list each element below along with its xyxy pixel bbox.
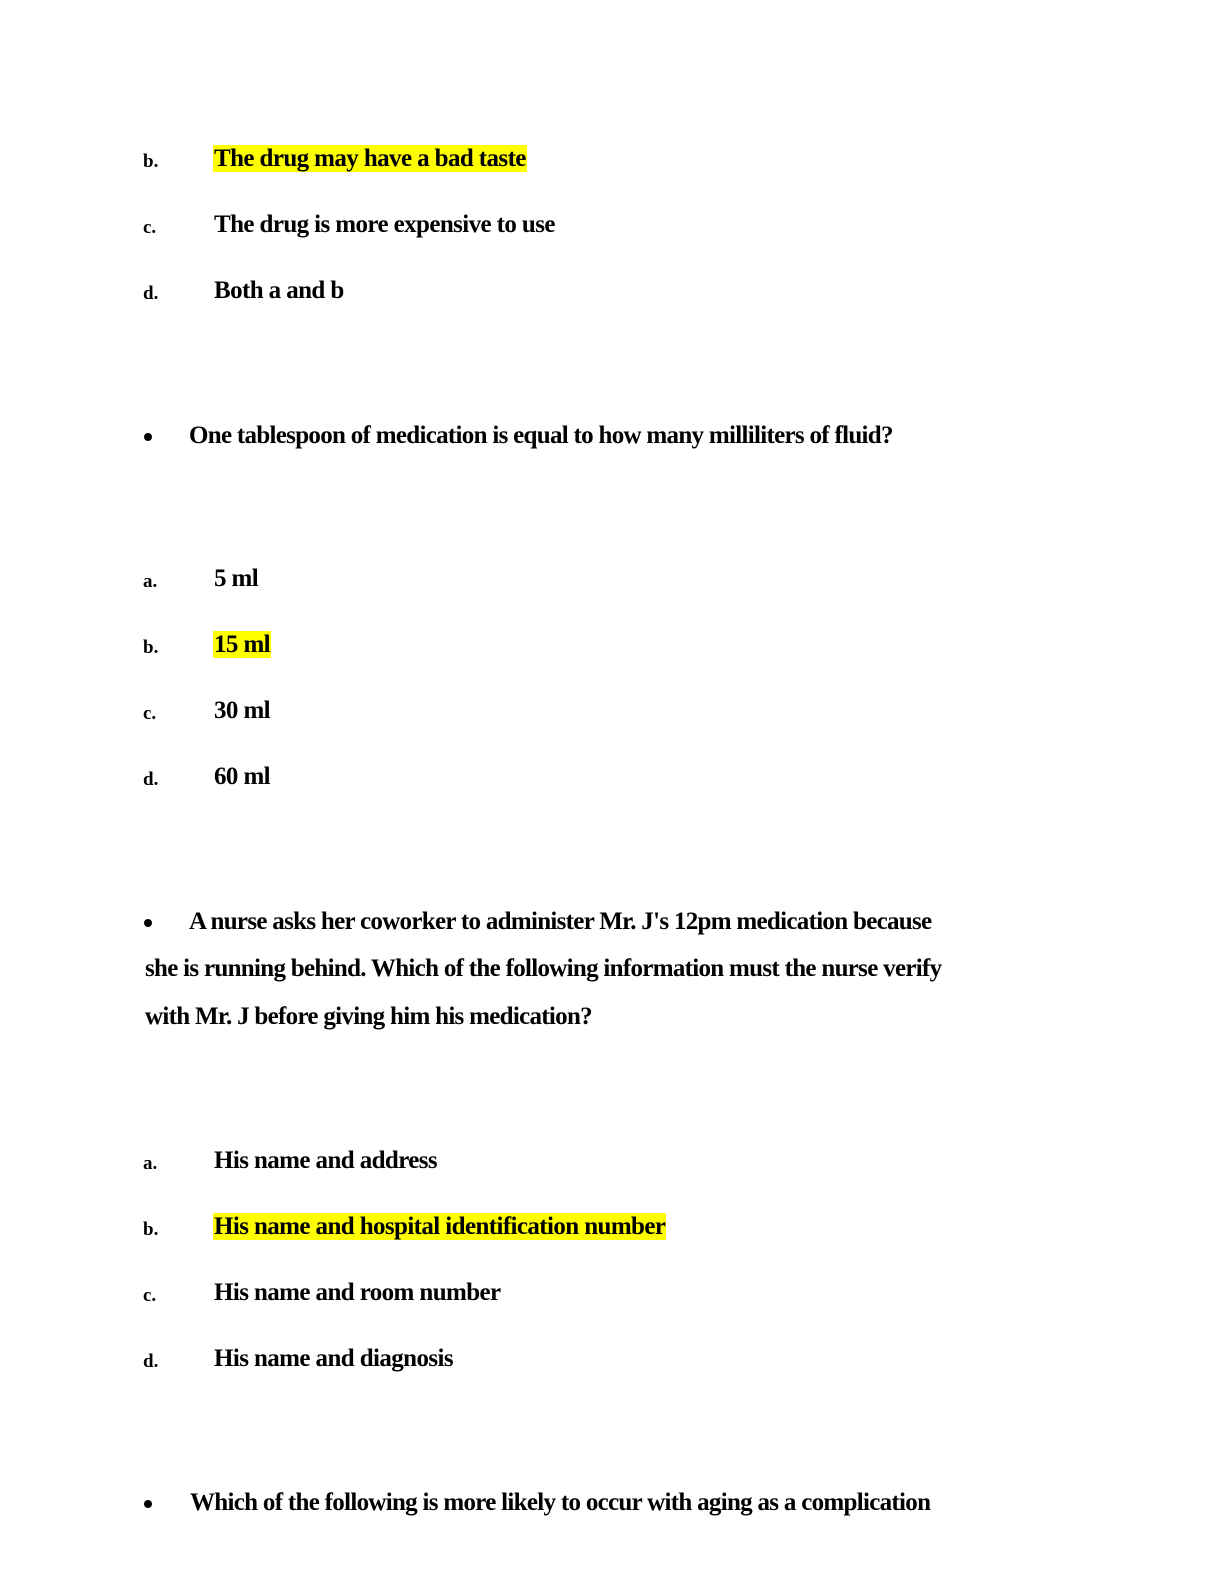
- question-text-line-3: with Mr. J before giving him his medication?: [145, 1003, 592, 1030]
- option-text: 30 ml: [214, 697, 271, 724]
- option-letter: c.: [143, 1285, 157, 1306]
- option-letter: b.: [143, 637, 159, 658]
- answer-highlight: His name and hospital identification number: [214, 1213, 666, 1240]
- option-letter: d.: [143, 769, 159, 790]
- option-letter: a.: [143, 571, 158, 592]
- option-letter: d.: [143, 1351, 159, 1372]
- option-text: His name and room number: [214, 1279, 501, 1306]
- question-text-line-1: A nurse asks her coworker to administer Mr. J's 12pm medication because: [189, 908, 932, 935]
- option-text-highlighted: [213, 1210, 666, 1244]
- option-letter: b.: [143, 151, 159, 172]
- bullet-icon: [144, 919, 152, 927]
- option-text: His name and address: [214, 1147, 438, 1174]
- option-letter: c.: [143, 703, 157, 724]
- option-text: The drug is more expensive to use: [214, 211, 555, 238]
- option-letter: b.: [143, 1219, 159, 1240]
- answer-highlight: 15 ml: [214, 631, 271, 658]
- option-text: His name and diagnosis: [214, 1345, 453, 1372]
- answer-highlight: The drug may have a bad taste: [214, 145, 526, 172]
- option-letter: a.: [143, 1153, 158, 1174]
- option-letter: c.: [143, 217, 157, 238]
- option-text: 60 ml: [214, 763, 271, 790]
- option-text-highlighted: [213, 628, 271, 662]
- bullet-icon: [144, 433, 152, 441]
- question-text-line-2: she is running behind. Which of the following information must the nurse verify: [145, 955, 942, 982]
- option-letter: d.: [143, 283, 159, 304]
- option-text: 5 ml: [214, 565, 259, 592]
- question-text: One tablespoon of medication is equal to how many milliliters of fluid?: [189, 422, 893, 449]
- bullet-icon: [144, 1500, 152, 1508]
- option-text-highlighted: [213, 142, 527, 176]
- option-text: Both a and b: [214, 277, 344, 304]
- question-text: Which of the following is more likely to occur with aging as a complication: [190, 1489, 931, 1516]
